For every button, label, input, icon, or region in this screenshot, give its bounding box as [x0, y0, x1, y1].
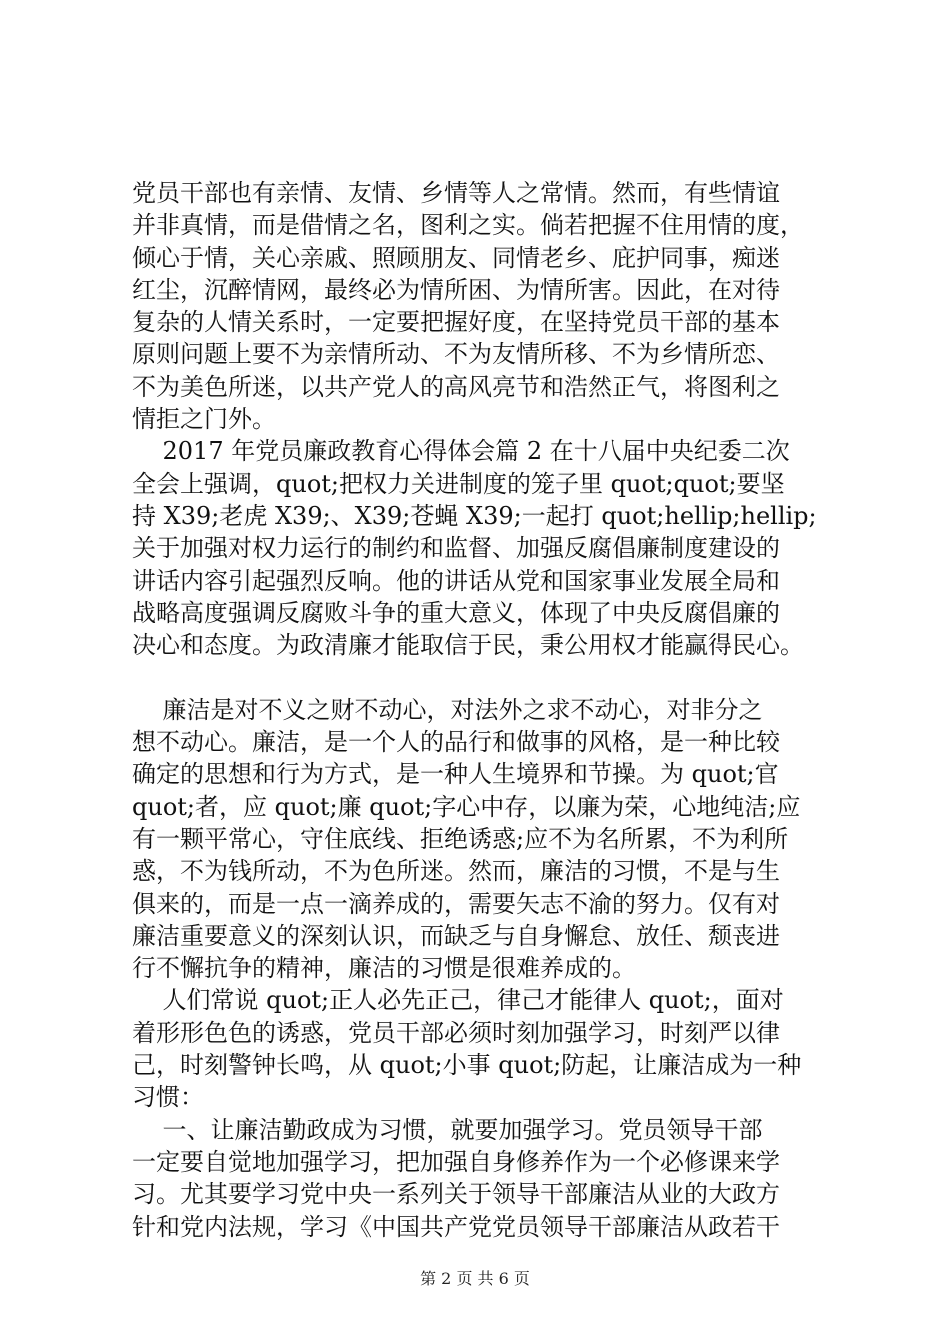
- text-line: 全会上强调，quot;把权力关进制度的笼子里 quot;quot;要坚: [132, 469, 785, 498]
- text-line: 廉洁是对不义之财不动心，对法外之求不动心，对非分之: [132, 695, 763, 724]
- page-footer: 第 2 页 共 6 页: [420, 1269, 530, 1288]
- text-line: 确定的思想和行为方式，是一种人生境界和节操。为 quot;官: [132, 760, 779, 789]
- text-line: 着形形色色的诱惑，党员干部必须时刻加强学习，时刻严以律: [132, 1018, 780, 1047]
- text-line: 2017 年党员廉政教育心得体会篇 2 在十八届中央纪委二次: [132, 437, 790, 466]
- text-line: quot;者，应 quot;廉 quot;字心中存，以廉为荣，心地纯洁;应: [132, 792, 801, 821]
- text-line: 习。尤其要学习党中央一系列关于领导干部廉洁从业的大政方: [132, 1180, 780, 1209]
- text-line: 持 X39;老虎 X39;、X39;苍蝇 X39;一起打 quot;hellip;hellip;: [132, 501, 817, 530]
- text-line: 一、让廉洁勤政成为习惯，就要加强学习。党员领导干部: [132, 1115, 763, 1144]
- text-line: 针和党内法规，学习《中国共产党党员领导干部廉洁从政若干: [132, 1212, 780, 1241]
- text-line: 并非真情，而是借情之名，图利之实。倘若把握不住用情的度，: [132, 211, 804, 240]
- text-line: 己，时刻警钟长鸣，从 quot;小事 quot;防起，让廉洁成为一种: [132, 1051, 802, 1080]
- text-line: 人们常说 quot;正人必先正己，律己才能律人 quot;，面对: [132, 986, 784, 1015]
- text-line: 倾心于情，关心亲戚、照顾朋友、同情老乡、庇护同事，痴迷: [132, 243, 780, 272]
- text-line: 想不动心。廉洁，是一个人的品行和做事的风格，是一种比较: [132, 728, 780, 757]
- text-line: 不为美色所迷，以共产党人的高风亮节和浩然正气，将图利之: [132, 372, 780, 401]
- text-line: 原则问题上要不为亲情所动、不为友情所移、不为乡情所恋、: [132, 340, 780, 369]
- text-line: 决心和态度。为政清廉才能取信于民，秉公用权才能赢得民心。: [132, 631, 804, 660]
- text-line: 廉洁重要意义的深刻认识，而缺乏与自身懈怠、放任、颓丧进: [132, 921, 780, 950]
- text-line: 惑，不为钱所动，不为色所迷。然而，廉洁的习惯，不是与生: [132, 857, 780, 886]
- text-line: 俱来的，而是一点一滴养成的，需要矢志不渝的努力。仅有对: [132, 889, 780, 918]
- text-line: [132, 661, 832, 693]
- text-line: 情拒之门外。: [132, 405, 276, 434]
- text-line: 复杂的人情关系时，一定要把握好度，在坚持党员干部的基本: [132, 308, 780, 337]
- text-line: 讲话内容引起强烈反响。他的讲话从党和国家事业发展全局和: [132, 566, 780, 595]
- document-body: [132, 177, 832, 1243]
- text-line: 一定要自觉地加强学习，把加强自身修养作为一个必修课来学: [132, 1147, 780, 1176]
- text-line: 红尘，沉醉情网，最终必为情所困、为情所害。因此，在对待: [132, 275, 780, 304]
- text-line: 关于加强对权力运行的制约和监督、加强反腐倡廉制度建设的: [132, 534, 780, 563]
- text-line: 行不懈抗争的精神，廉洁的习惯是很难养成的。: [132, 954, 636, 983]
- text-line: 战略高度强调反腐败斗争的重大意义，体现了中央反腐倡廉的: [132, 598, 780, 627]
- text-line: 有一颗平常心，守住底线、拒绝诱惑;应不为名所累，不为利所: [132, 824, 789, 853]
- text-line: 习惯：: [132, 1083, 204, 1112]
- text-line: 党员干部也有亲情、友情、乡情等人之常情。然而，有些情谊: [132, 179, 780, 207]
